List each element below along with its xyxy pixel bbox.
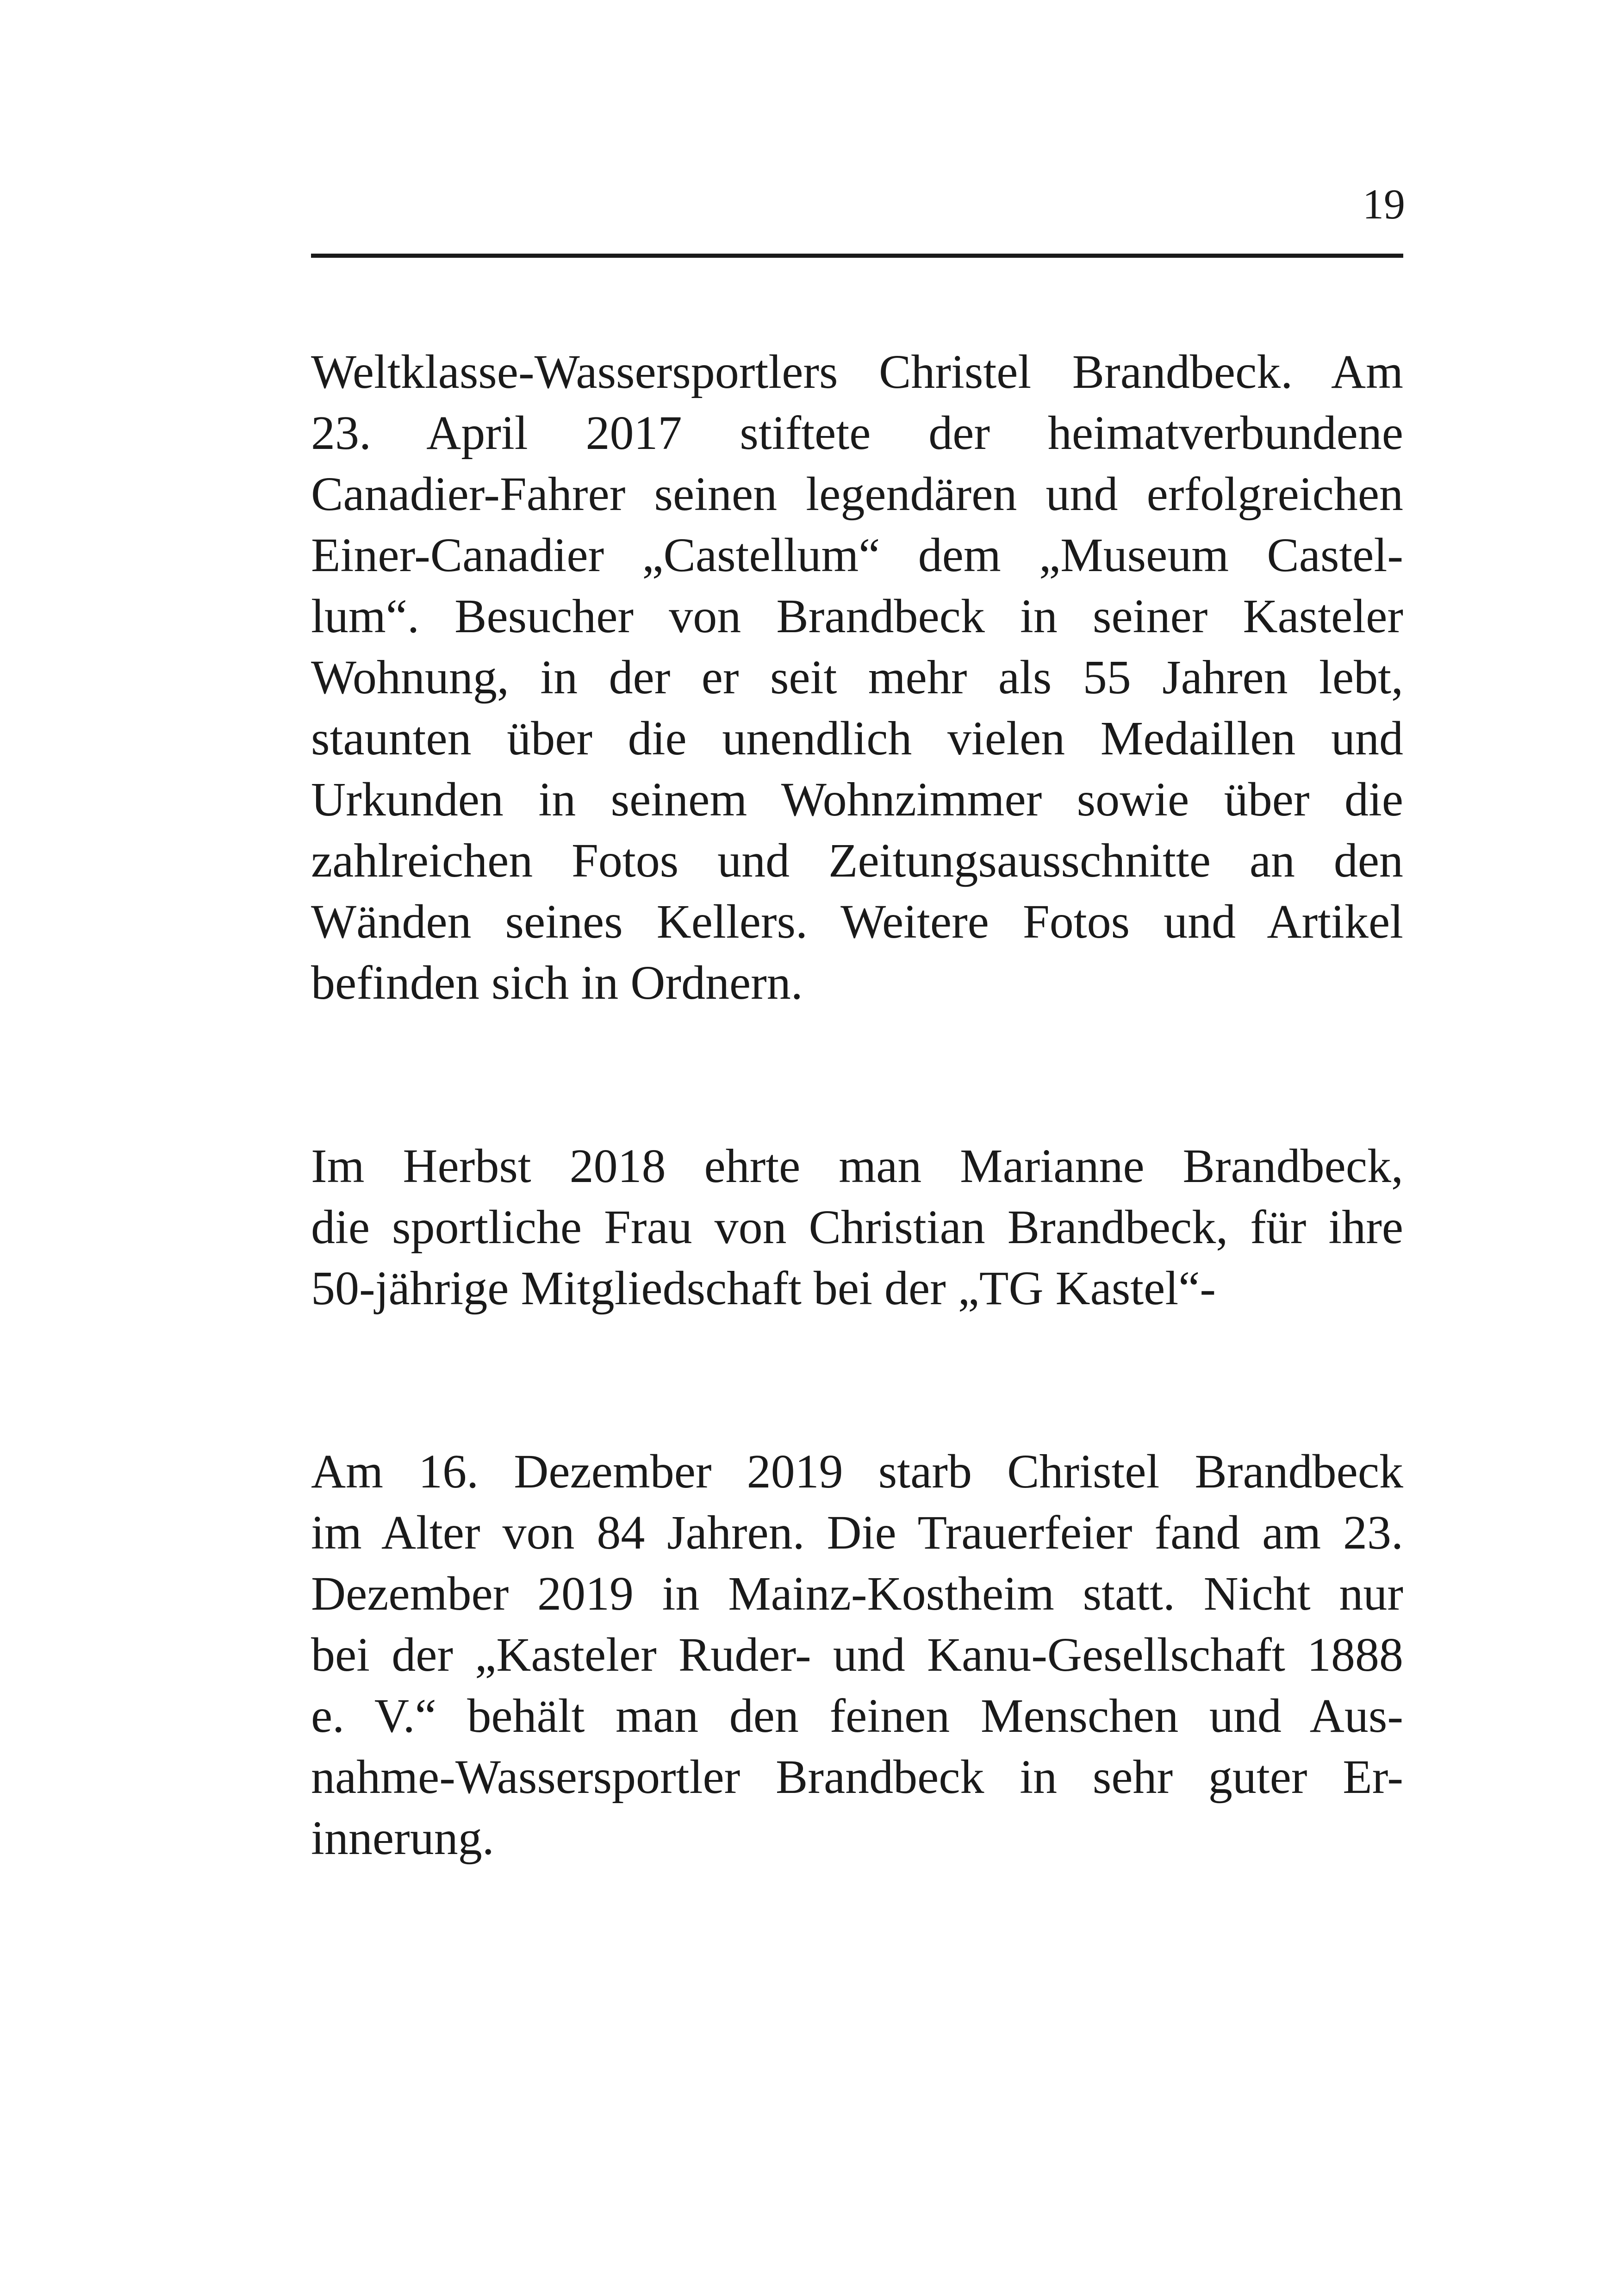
text-line: Einer-Canadier „Castellum“ dem „Museum Castel- <box>311 529 1403 582</box>
text-line: bei der „Kasteler Ruder- und Kanu-Gesellschaft 1888 <box>311 1628 1403 1681</box>
text-line: e. V.“ behält man den feinen Menschen und Aus- <box>311 1689 1403 1742</box>
text-line: lum“. Besucher von Brandbeck in seiner Kasteler <box>311 590 1403 643</box>
page-number: 19 <box>1363 180 1405 228</box>
text-line: die sportliche Frau von Christian Brandbeck, für ihre <box>311 1201 1403 1254</box>
text-line: im Alter von 84 Jahren. Die Trauerfeier fand am 23. <box>311 1506 1403 1559</box>
text-line: Wänden seines Kellers. Weitere Fotos und Artikel <box>311 895 1403 948</box>
text-line: zahlreichen Fotos und Zeitungsausschnitte an den <box>311 834 1403 887</box>
text-line: befinden sich in Ordnern. <box>311 956 803 1009</box>
text-line: Dezember 2019 in Mainz-Kostheim statt. Nicht nur <box>311 1567 1403 1620</box>
text-line: Weltklasse-Wassersportlers Christel Brandbeck. Am <box>311 345 1403 398</box>
header-rule <box>311 254 1403 258</box>
text-line: 50-jährige Mitgliedschaft bei der „TG Kastel“- <box>311 1262 1216 1315</box>
text-line: staunten über die unendlich vielen Medaillen und <box>311 712 1403 765</box>
paragraph-1 <box>311 342 1403 1014</box>
text-line: Im Herbst 2018 ehrte man Marianne Brandbeck, <box>311 1139 1403 1193</box>
paragraph-2 <box>311 1136 1403 1319</box>
paragraph-gap <box>311 1319 1403 1441</box>
text-line: Wohnung, in der er seit mehr als 55 Jahren lebt, <box>311 651 1403 704</box>
text-line: innerung. <box>311 1811 494 1865</box>
text-line: Urkunden in seinem Wohnzimmer sowie über die <box>311 773 1403 826</box>
text-line: Am 16. Dezember 2019 starb Christel Brandbeck <box>311 1445 1403 1498</box>
text-line: Canadier-Fahrer seinen legendären und erfolgreichen <box>311 467 1403 521</box>
body-text <box>311 342 1403 1869</box>
text-line: nahme-Wassersportler Brandbeck in sehr guter Er- <box>311 1750 1403 1804</box>
paragraph-3 <box>311 1441 1403 1869</box>
paragraph-gap <box>311 1014 1403 1136</box>
text-line: 23. April 2017 stiftete der heimatverbundene <box>311 406 1403 460</box>
